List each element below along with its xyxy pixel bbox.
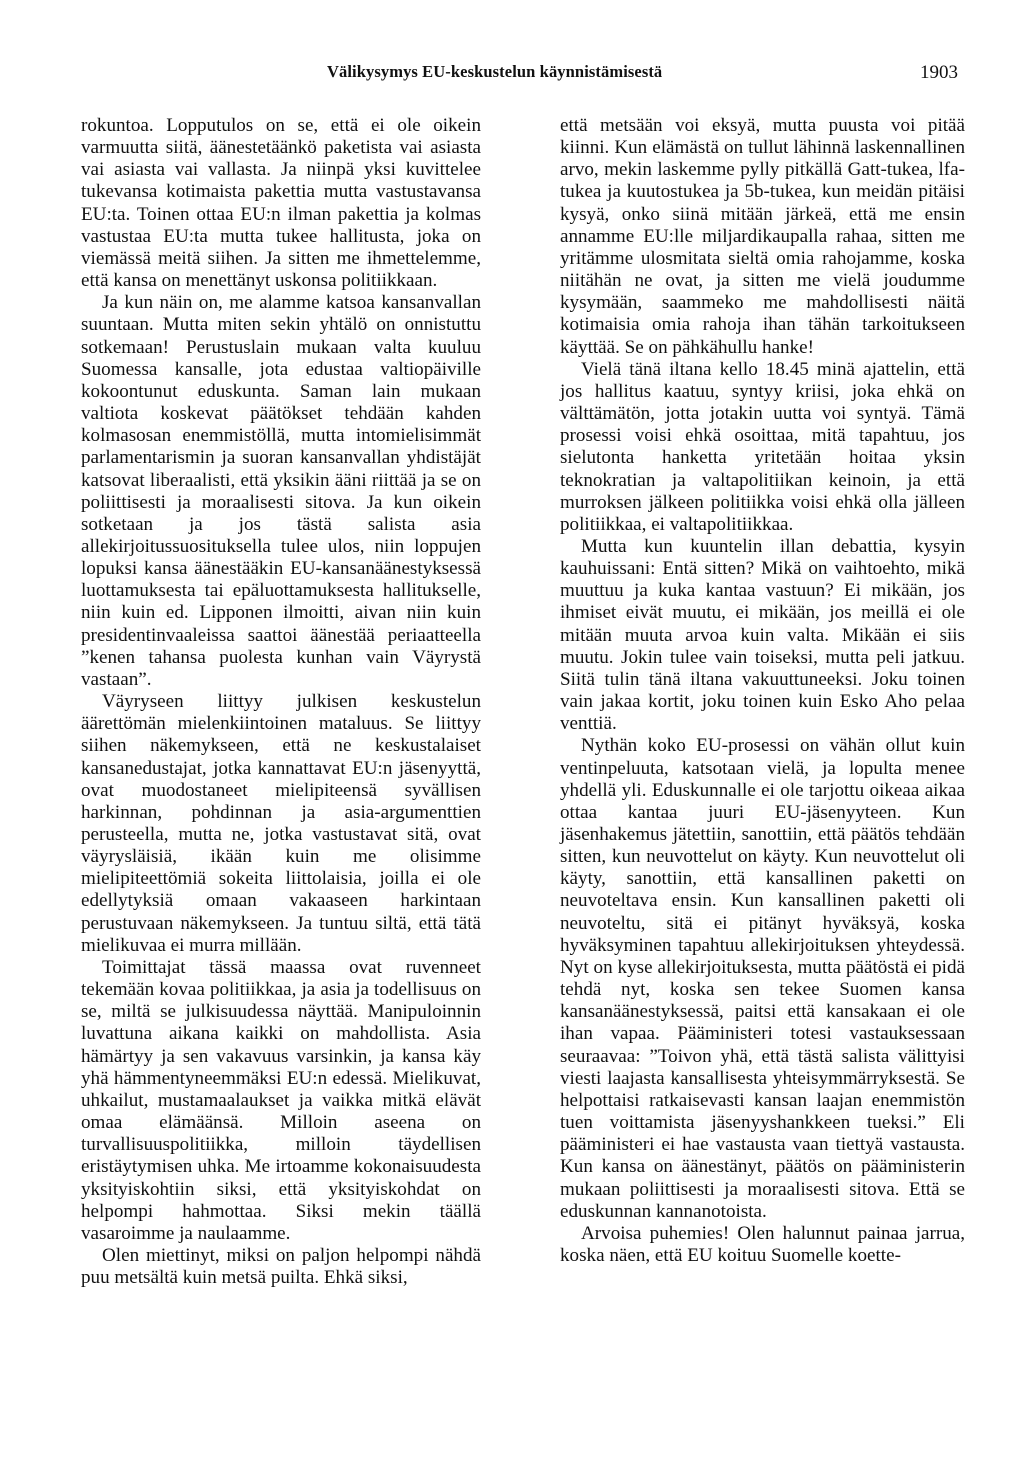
page-number: 1903	[920, 62, 958, 83]
running-title: Välikysymys EU-keskustelun käynnistämisestä	[327, 62, 663, 81]
paragraph: rokuntoa. Lopputulos on se, että ei ole oikein varmuutta siitä, äänestetäänkö paketista vai asiasta vai asiasta vai vallasta. Ja niinpä yksi kuvittelee tukevansa kotimaista pakettia mutta vastustavansa EU:ta. Toinen ottaa EU:n ilman pakettia ja kolmas vastustaa EU:ta mutta tukee hallitusta, joka on viemässä meitä siihen. Ja sitten me ihmettelemme, että kansa on menettänyt uskonsa politiikkaan.	[81, 115, 481, 292]
paragraph: että metsään voi eksyä, mutta puusta voi pitää kiinni. Kun elämästä on tullut lähinnä laskennallinen arvo, mekin laskemme pylly pitkällä Gatt-tukea, lfa-tukea ja kuutostukea ja 5b-tukea, kun meidän pitäisi kysyä, onko siinä mitään järkeä, että me ensin annamme EU:lle miljardikaupalla rahaa, sitten me yritämme ulosmitata sieltä omia rahojamme, koska niitähän ne ovat, ja sitten me vielä joudumme kysymään, saammeko me mahdollisesti näitä kotimaisia omia rahoja ihan tähän tarkoitukseen käyttää. Se on pähkähullu hanke!	[560, 115, 965, 358]
left-column	[81, 115, 481, 1289]
page-header	[0, 62, 1024, 86]
paragraph: Nythän koko EU-prosessi on vähän ollut kuin ventinpeluuta, katsotaan vielä, ja lopulta menee yhdellä yli. Eduskunnalle ei ole tarjottu oikeaa aikaa ottaa kantaa juuri EU-jäsenyyteen. Kun jäsenhakemus jätettiin, sanottiin, että päätös tehdään sitten, kun neuvottelut on käyty. Kun neuvottelut oli käyty, sanottiin, että kansallinen paketti on neuvoteltava ensin. Kun kansallinen paketti oli neuvoteltu, sitä ei pitänyt hyväksyä, koska hyväksyminen tapahtuu allekirjoituksen yhteydessä. Nyt on kyse allekirjoituksesta, mutta päätöstä ei pidä tehdä nyt, koska sen tekee Suomen kansa kansanäänestyksessä, paitsi että kansakaan ei ole ihan vapaa. Pääministeri totesi vastauksessaan seuraavaa: ”Toivon yhä, että tästä salista välittyisi viesti laajasta kansallisesta yhteisymmärryksestä. Se helpottaisi ratkaisevasti kansan laajan enemmistön tuen voittamista jäsenyyshankkeen tueksi.” Eli pääministeri ei hae vastausta vaan tiettyä vastausta. Kun kansa on äänestänyt, päätös on pääministerin mukaan poliittisesti ja moraalisesti sitova. Että se eduskunnan kannanotoista.	[560, 735, 965, 1222]
paragraph: Ja kun näin on, me alamme katsoa kansanvallan suuntaan. Mutta miten sekin yhtälö on onnistuttu sotkemaan! Perustuslain mukaan valta kuuluu Suomessa kansalle, jota edustaa valtiopäiville kokoontunut eduskunta. Saman lain mukaan valtiota koskevat päätökset tehdään kahden kolmasosan enemmistöllä, mutta intomielisimmät parlamentarismin ja suoran kansanvallan yhdistäjät katsovat liberaalisti, että yksikin ääni riittää ja se on poliittisesti ja moraalisesti sitova. Ja kun oikein sotketaan ja jos tästä salista asia allekirjoitussuosituksella tulee ulos, niin loppujen lopuksi kansa äänestääkin EU-kansanäänestyksessä luottamuksesta tai epäluottamuksesta hallitukselle, niin kuin ed. Lipponen ilmoitti, aivan niin kuin presidentinvaaleissa saattoi äänestää periaatteella ”kenen tahansa puolesta kunhan vain Väyrystä vastaan”.	[81, 292, 481, 690]
paragraph: Arvoisa puhemies! Olen halunnut painaa jarrua, koska näen, että EU koituu Suomelle koette-	[560, 1222, 965, 1266]
right-column	[560, 115, 965, 1267]
paragraph: Mutta kun kuuntelin illan debattia, kysyin kauhuissani: Entä sitten? Mikä on vaihtoehto, mikä muuttuu ja kuka kantaa vastuun? Ei mikään, jos ihmiset eivät muutu, ei mikään, jos meillä ei ole mitään muuta arvoa kuin valta. Mikään ei siis muutu. Jokin tulee vain toiseksi, mutta peli jatkuu. Siitä tulin tänä iltana vakuuttuneeksi. Joku toinen vain jakaa kortit, joku toinen kuin Esko Aho pelaa venttiä.	[560, 535, 965, 735]
paragraph: Väyryseen liittyy julkisen keskustelun äärettömän mielenkiintoinen mataluus. Se liittyy siihen näkemykseen, että ne keskustalaiset kansanedustajat, jotka kannattavat EU:n jäsenyyttä, ovat muodostaneet mielipiteensä syvällisen harkinnan, pohdinnan ja asia-argumenttien perusteella, mutta ne, jotka vastustavat sitä, ovat väyrysläisiä, ikään kuin me olisimme mielipiteettömiä sokeita liittolaisia, joilla ei ole edellytyksiä omaan vakaaseen harkintaan perustuvaan näkemykseen. Ja tuntuu siltä, että tätä mielikuvaa ei murra millään.	[81, 691, 481, 956]
paragraph: Vielä tänä iltana kello 18.45 minä ajattelin, että jos hallitus kaatuu, syntyy kriisi, joka ehkä on välttämätön, jotta jotakin uutta voi syntyä. Tämä prosessi voisi ehkä osoittaa, mitä tapahtuu, jos sielutonta hanketta yritetään hoitaa yksin teknokratian ja valtapolitiikan keinoin, ja että murroksen jälkeen politiikka voisi ehkä olla jälleen politiikkaa, ei valtapolitiikkaa.	[560, 358, 965, 535]
paragraph: Olen miettinyt, miksi on paljon helpompi nähdä puu metsältä kuin metsä puilta. Ehkä siksi,	[81, 1244, 481, 1289]
paragraph: Toimittajat tässä maassa ovat ruvenneet tekemään kovaa politiikkaa, ja asia ja todellisuus on se, miltä se julkisuudessa näyttää. Manipuloinnin luvattuna aikana kaikki on mahdollista. Asia hämärtyy ja sen vakavuus varsinkin, ja kansa käy yhä hämmentyneemmäksi EU:n edessä. Mielikuvat, uhkailut, mustamaalaukset ja vaikka mitkä elävät omaa elämäänsä. Milloin aseena on turvallisuuspolitiikka, milloin täydellisen eristäytymisen uhka. Me irtoamme kokonaisuudesta yksityiskohtiin siksi, että yksityiskohdat on helpompi hahmottaa. Siksi mekin täällä vasaroimme ja naulaamme.	[81, 956, 481, 1244]
